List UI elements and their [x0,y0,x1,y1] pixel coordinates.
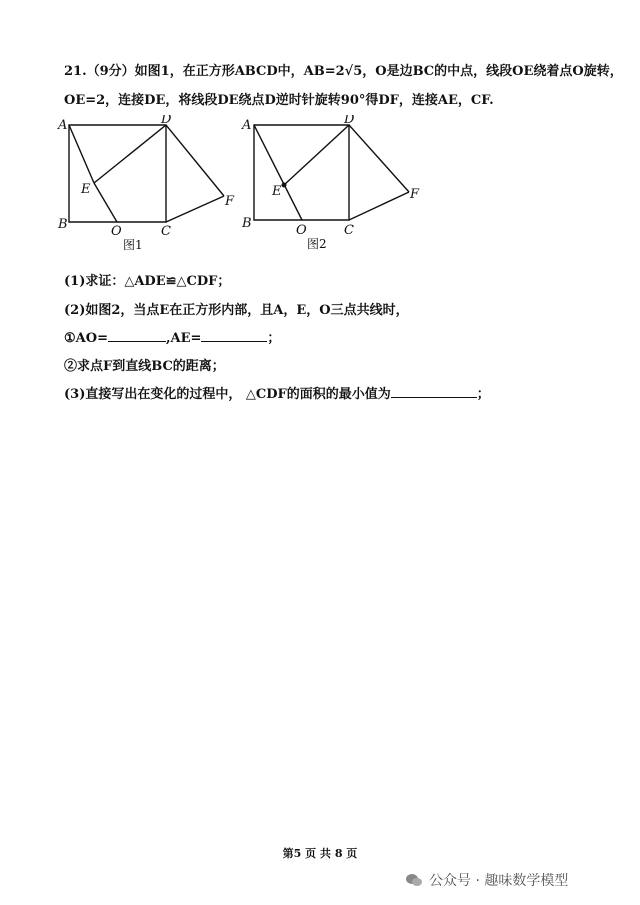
square-abcd [69,125,166,222]
label-c: C [161,224,171,239]
label-a: A [58,118,68,133]
label-f-2: F [410,187,420,202]
label-c-2: C [344,223,354,238]
segment-df [166,125,224,196]
figure-1-caption: 图1 [123,238,143,252]
q2a-suffix: ； [267,331,281,346]
figure-1-drawing [55,115,235,255]
problem-line-2: OE=2，连接DE，将线段DE绕点D逆时针旋转90°得DF，连接AE，CF. [64,93,494,108]
page-footer: 第5 页 共 8 页 [282,847,358,860]
q2a-prefix: ①AO= [64,331,108,346]
min-area-answer-blank[interactable] [391,385,477,398]
question-2-part-1 [64,327,280,346]
label-b-2: B [242,216,252,231]
point-e-dot [282,183,287,188]
label-a-2: A [242,118,252,133]
segment-oe [94,183,117,222]
question-1: (1)求证：△ADE≌△CDF； [64,274,231,289]
question-3 [64,383,490,402]
watermark [405,870,568,890]
label-o-2: O [296,223,307,238]
label-d-2: D [344,115,355,127]
segment-cf-2 [349,192,409,220]
segment-de-2 [284,125,349,185]
label-d: D [161,115,172,127]
problem-line-1: 21.（9分）如图1，在正方形ABCD中，AB=2√5，O是边BC的中点，线段OE绕着点O旋转， [64,64,623,79]
q3-suffix: ； [476,387,490,402]
ae-answer-blank[interactable] [201,329,267,342]
wechat-icon [405,873,423,887]
figure-1 [55,115,235,259]
square-abcd-2 [254,125,349,220]
label-o: O [111,224,122,239]
figure-2-drawing [237,115,427,255]
segment-ae [69,125,94,183]
segment-de [94,125,166,183]
segment-ao [254,125,302,220]
label-f: F [225,194,235,209]
segment-df-2 [349,125,409,192]
label-e: E [81,182,91,197]
question-2-part-2: ②求点F到直线BC的距离； [64,359,225,374]
segment-cf [166,196,224,222]
q3-prefix: (3)直接写出在变化的过程中， △CDF的面积的最小值为 [64,387,391,402]
ao-answer-blank[interactable] [108,329,166,342]
question-2: (2)如图2，当点E在正方形内部，且A，E，O三点共线时， [64,303,409,318]
label-b: B [58,217,68,232]
watermark-text: 公众号 · 趣味数学模型 [429,873,569,889]
label-e-2: E [272,184,282,199]
figure-2-caption: 图2 [307,237,327,251]
figure-2 [237,115,427,259]
q2a-mid: ,AE= [165,331,202,346]
